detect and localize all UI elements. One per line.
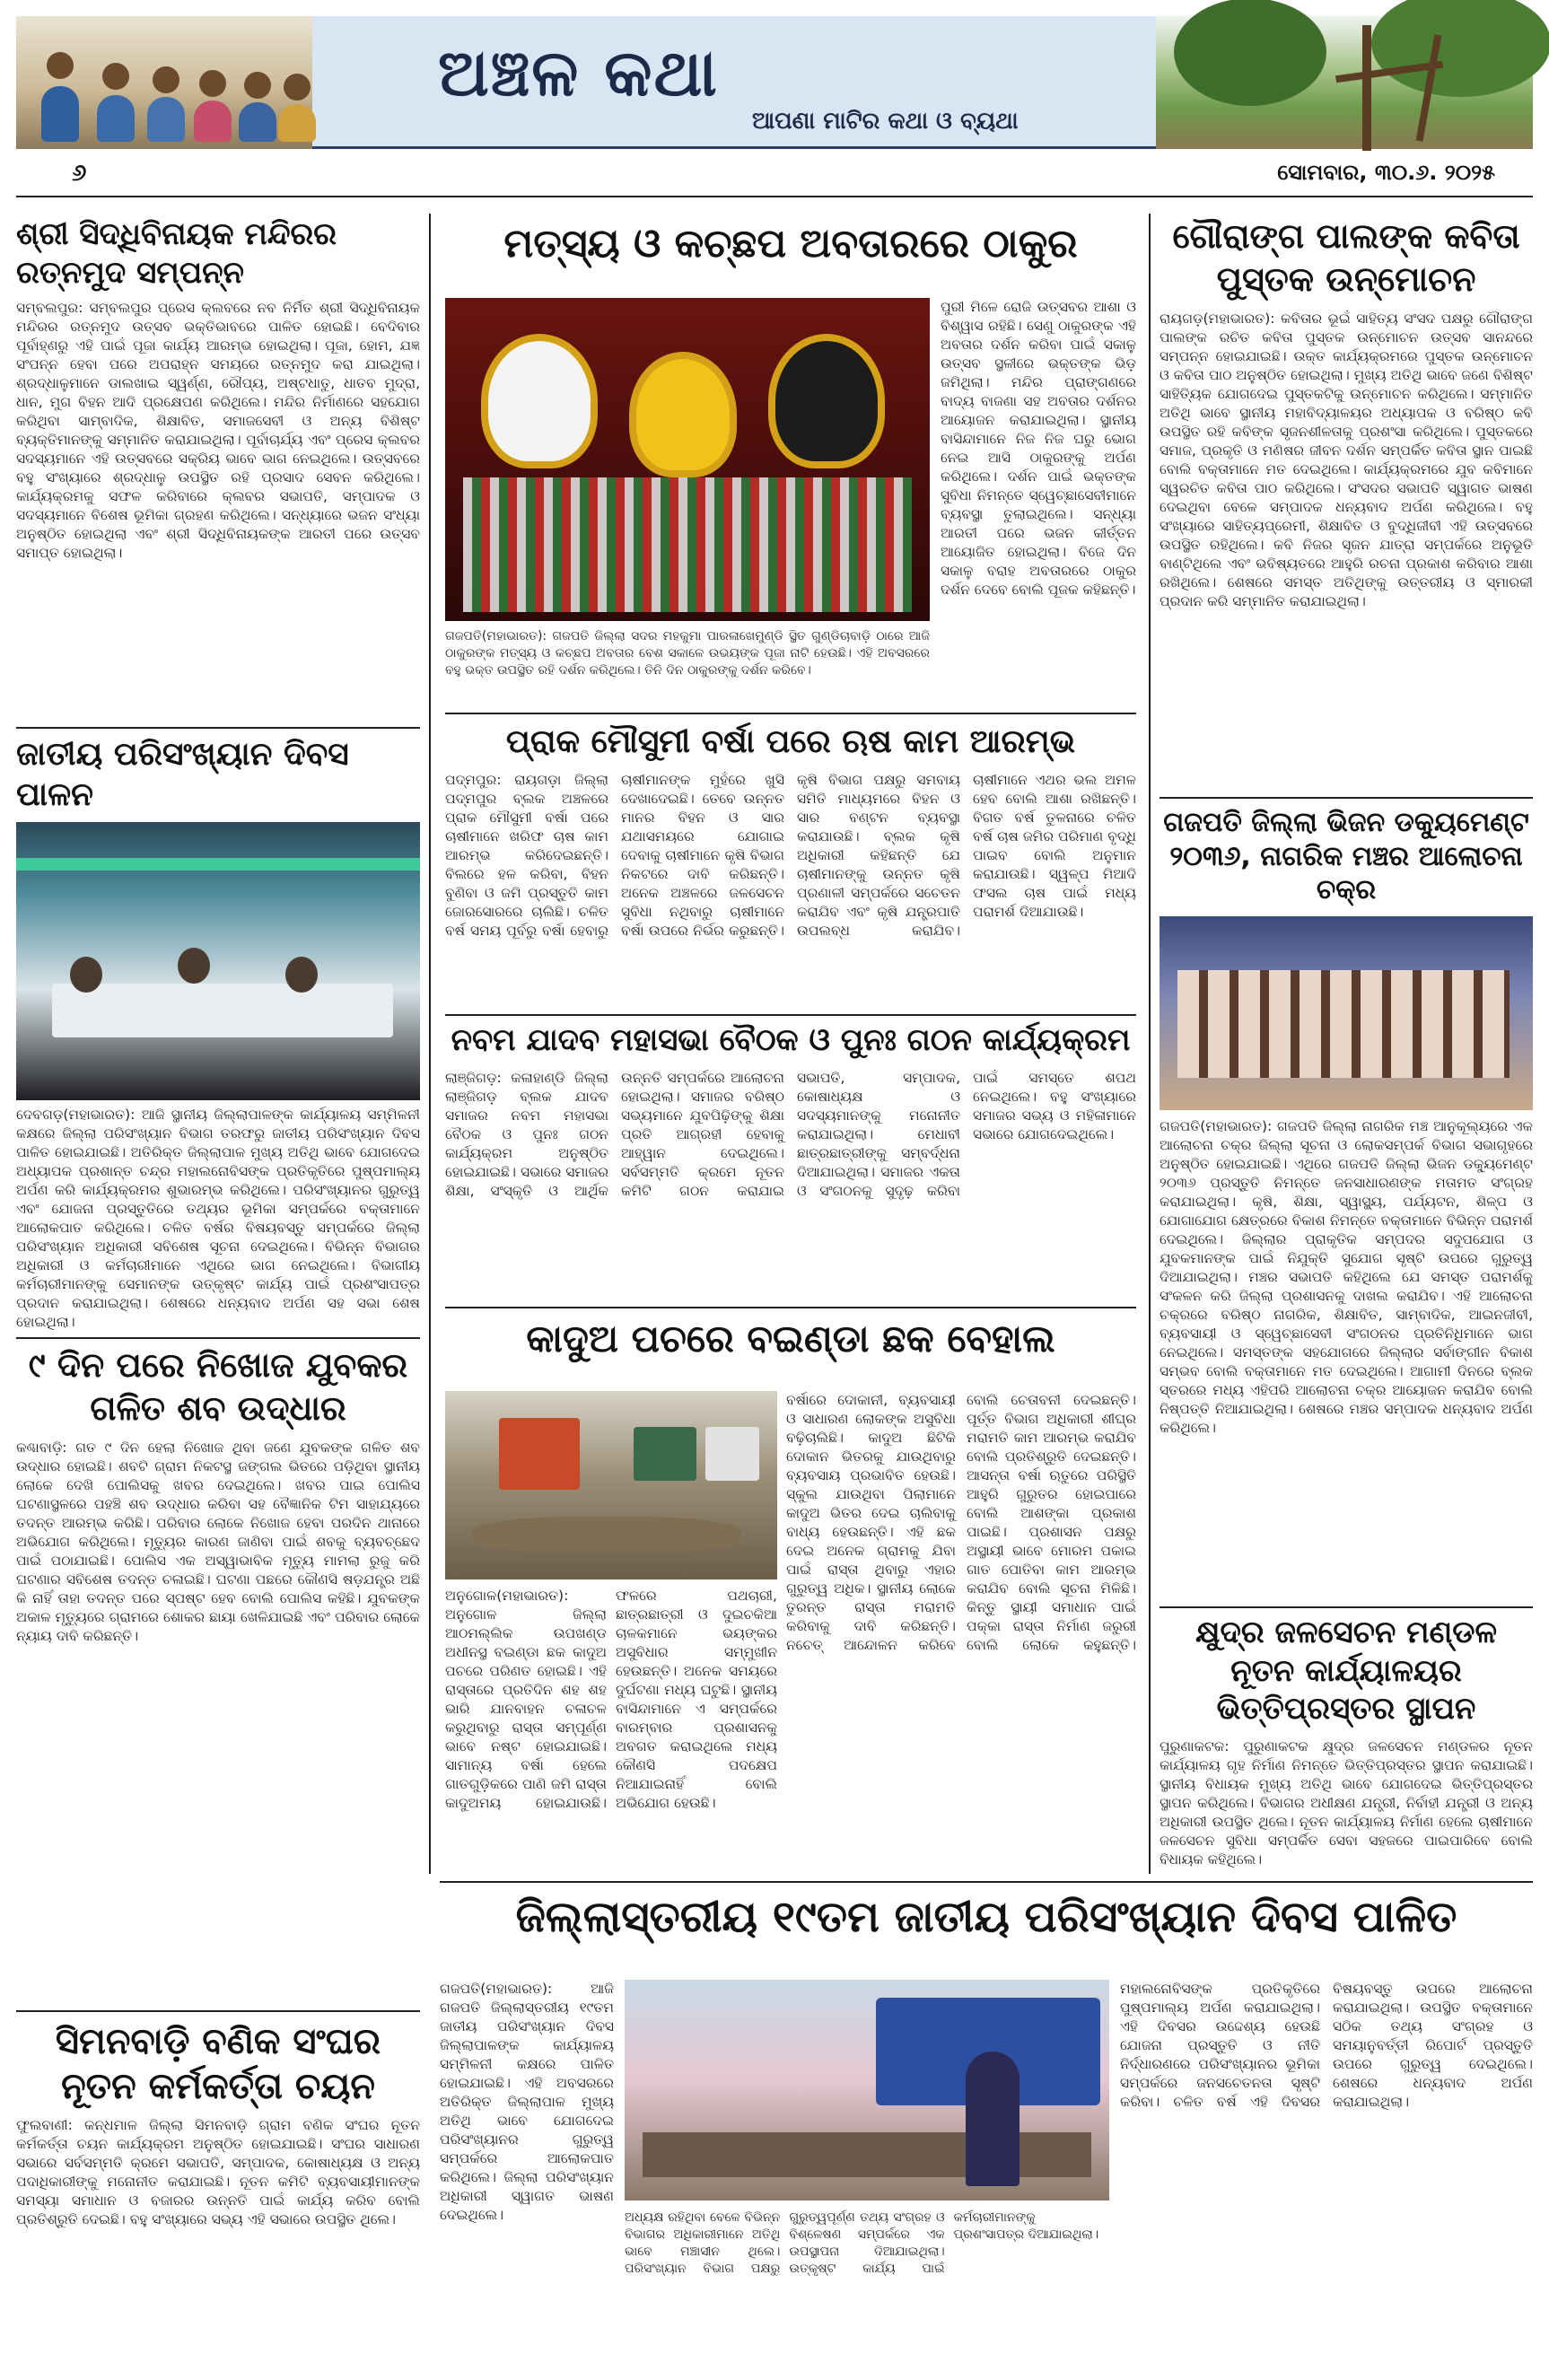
story-irrigation-office xyxy=(1160,1614,1533,1885)
photo-statistics-meeting xyxy=(16,822,420,1100)
photo-caption: ଅନୁଗୋଳ(ମହାଭାରତ): ଅନୁଗୋଳ ଜିଲ୍ଲା ଆଠମଲ୍ଲିକ ଉପଖଣ୍ଡ ଅଧୀନସ୍ଥ ବଇଣ୍ଡା ଛକ କାଦୁଅ ପଚରେ ପରିଣତ ହୋଇଛି। ଏହି ରାସ୍ତାରେ ପ୍ରତିଦିନ ଶହ ଶହ ଭାରି ଯାନବାହନ ଚଳାଚଳ କରୁଥିବାରୁ ରାସ୍ତା ସମ୍ପୂର୍ଣ୍ଣ ଭାବେ ନଷ୍ଟ ହୋଇଯାଇଛି। ସାମାନ୍ୟ ବର୍ଷା ହେଲେ ଗାତଗୁଡ଼ିକରେ ପାଣି ଜମି ରାସ୍ତା କାଦୁଅମୟ ହୋଇଯାଉଛି। ଫଳରେ ପଥଚାରୀ, ଛାତ୍ରଛାତ୍ରୀ ଓ ଦୁଇଚକିଆ ଚାଳକମାନେ ଭୟଙ୍କର ଅସୁବିଧାର ସମ୍ମୁଖୀନ ହେଉଛନ୍ତି। ଅନେକ ସମୟରେ ଦୁର୍ଘଟଣା ମଧ୍ୟ ଘଟୁଛି। ସ୍ଥାନୀୟ ବାସିନ୍ଦାମାନେ ଏ ସମ୍ପର୍କରେ ବାରମ୍ବାର ପ୍ରଶାସନକୁ ଅବଗତ କରାଇଥିଲେ ମଧ୍ୟ କୌଣସି ପଦକ୍ଷେପ ନିଆଯାଇନାହିଁ ବୋଲି ଅଭିଯୋଗ ହେଉଛି। xyxy=(445,1588,777,1811)
headline: କ୍ଷୁଦ୍ର ଜଳସେଚନ ମଣ୍ଡଳ ନୂତନ କାର୍ଯ୍ୟାଳୟର ଭିତ୍ତିପ୍ରସ୍ତର ସ୍ଥାପନ xyxy=(1195,1614,1498,1727)
masthead-title: ଅଞ୍ଚଳ କଥା xyxy=(438,34,719,110)
article-body: ଦେବଗଡ଼(ମହାଭାରତ): ଆଜି ସ୍ଥାନୀୟ ଜିଲ୍ଲାପାଳଙ୍କ କାର୍ଯ୍ୟାଳୟ ସମ୍ମିଳନୀ କକ୍ଷରେ ଜିଲ୍ଲା ପରିସଂଖ୍ୟାନ ବିଭାଗ ତରଫରୁ ଜାତୀୟ ପରିସଂଖ୍ୟାନ ଦିବସ ପାଳିତ ହୋଇଯାଇଛି। ଅତିରିକ୍ତ ଜିଲ୍ଲାପାଳ ମୁଖ୍ୟ ଅତିଥି ଭାବେ ଯୋଗଦେଇ ଅଧ୍ୟାପକ ପ୍ରଶାନ୍ତ ଚନ୍ଦ୍ର ମହାଲନୋବିସଙ୍କ ପ୍ରତିକୃତିରେ ପୁଷ୍ପମାଲ୍ୟ ଅର୍ପଣ କରି କାର୍ଯ୍ୟକ୍ରମର ଶୁଭାରମ୍ଭ କରିଥିଲେ। ପରିସଂଖ୍ୟାନର ଗୁରୁତ୍ୱ ଏବଂ ଯୋଜନା ପ୍ରସ୍ତୁତିରେ ତଥ୍ୟର ଭୂମିକା ସମ୍ପର୍କରେ ବକ୍ତାମାନେ ଆଲୋକପାତ କରିଥିଲେ। ଚଳିତ ବର୍ଷର ବିଷୟବସ୍ତୁ ସମ୍ପର୍କରେ ଜିଲ୍ଲା ପରିସଂଖ୍ୟାନ ଅଧିକାରୀ ସବିଶେଷ ସୂଚନା ଦେଇଥିଲେ। ବିଭିନ୍ନ ବିଭାଗର ଅଧିକାରୀ ଓ କର୍ମଚାରୀମାନେ ଏଥିରେ ଭାଗ ନେଇଥିଲେ। ବିଭାଗୀୟ କର୍ମଚାରୀମାନଙ୍କୁ ସେମାନଙ୍କ ଉତ୍କୃଷ୍ଟ କାର୍ଯ୍ୟ ପାଇଁ ପ୍ରଶଂସାପତ୍ର ପ୍ରଦାନ କରାଯାଇଥିଲା। ଶେଷରେ ଧନ୍ୟବାଦ ଅର୍ପଣ ସହ ସଭା ଶେଷ ହୋଇଥିଲା। xyxy=(16,1107,420,1330)
photo-muddy-road xyxy=(445,1391,777,1579)
story-statistics-day xyxy=(16,734,420,1361)
masthead-subtitle: ଆପଣା ମାଟିର କଥା ଓ ବ୍ୟଥା xyxy=(752,108,1019,135)
headline: ଜାତୀୟ ପରିସଂଖ୍ୟାନ ଦିବସ ପାଳନ xyxy=(16,736,349,813)
masthead xyxy=(16,16,1533,149)
header-rule xyxy=(16,196,1533,197)
article-body: ରାୟଗଡ଼(ମହାଭାରତ): କବିତାର ଭୂଇଁ ସାହିତ୍ୟ ସଂସଦ ପକ୍ଷରୁ ଗୌରାଙ୍ଗ ପାଲଙ୍କ ରଚିତ କବିତା ପୁସ୍ତକ ଉନ୍ମୋଚନ ଉତ୍ସବ ସାନନ୍ଦରେ ସମ୍ପନ୍ନ ହୋଇଯାଇଛି। ଉକ୍ତ କାର୍ଯ୍ୟକ୍ରମରେ ପୁସ୍ତକ ଉନ୍ମୋଚନ ଓ କବିତା ପାଠ ଅନୁଷ୍ଠିତ ହୋଇଥିଲା। ମୁଖ୍ୟ ଅତିଥି ଭାବେ ଜଣେ ବିଶିଷ୍ଟ ସାହିତ୍ୟିକ ଯୋଗଦେଇ ପୁସ୍ତକଟିକୁ ଉନ୍ମୋଚନ କରିଥିଲେ। ସମ୍ମାନିତ ଅତିଥି ଭାବେ ସ୍ଥାନୀୟ ମହାବିଦ୍ୟାଳୟର ଅଧ୍ୟାପକ ଓ ବରିଷ୍ଠ କବି ଉପସ୍ଥିତ ରହି କବିଙ୍କ ସୃଜନଶୀଳତାକୁ ପ୍ରଶଂସା କରିଥିଲେ। ପୁସ୍ତକରେ ସମାଜ, ପ୍ରକୃତି ଓ ମଣିଷର ଜୀବନ ଦର୍ଶନ ସମ୍ପର୍କିତ କବିତା ସ୍ଥାନ ପାଇଛି ବୋଲି ବକ୍ତାମାନେ ମତ ଦେଇଥିଲେ। କାର୍ଯ୍ୟକ୍ରମରେ ଯୁବ କବିମାନେ ସ୍ୱରଚିତ କବିତା ପାଠ କରିଥିଲେ। ସଂସଦର ସଭାପତି ସ୍ୱାଗତ ଭାଷଣ ଦେଇଥିବା ବେଳେ ସମ୍ପାଦକ ଧନ୍ୟବାଦ ଅର୍ପଣ କରିଥିଲେ। ବହୁ ସଂଖ୍ୟାରେ ସାହିତ୍ୟପ୍ରେମୀ, ଶିକ୍ଷାବିତ ଓ ବୁଦ୍ଧିଜୀବୀ ଏହି ଉତ୍ସବରେ ଉପସ୍ଥିତ ରହିଥିଲେ। କବି ନିଜର ସୃଜନ ଯାତ୍ରା ସମ୍ପର୍କରେ ଅନୁଭୂତି ବାଣ୍ଟିଥିଲେ ଏବଂ ଭବିଷ୍ୟତରେ ଆହୁରି ରଚନା ପ୍ରକାଶ କରିବାର ଆଶା ରଖିଥିଲେ। ଶେଷରେ ସମସ୍ତ ଅତିଥିଙ୍କୁ ଉତ୍ତରୀୟ ଓ ସ୍ମାରକୀ ପ୍ରଦାନ କରି ସମ୍ମାନିତ କରାଯାଇଥିଲା। xyxy=(1160,311,1533,609)
masthead-photo-children xyxy=(16,16,312,149)
article-side: ପୁରୀ ମିଳେ ରୋଜି ଉତ୍ସବର ଆଶା ଓ ବିଶ୍ୱାସ ରହିଛି। ସେଣୁ ଠାକୁରଙ୍କ ଏହି ଅବତାର ଦର୍ଶନ କରିବା ପାଇଁ ସକାଳୁ ଉତ୍ସବ ସ୍ଥଳୀରେ ଭକ୍ତଙ୍କ ଭିଡ଼ ଜମିଥିଲା। ମନ୍ଦିର ପ୍ରାଙ୍ଗଣରେ ବାଦ୍ୟ ବାଜଣା ସହ ଅବତାର ଦର୍ଶନର ଆୟୋଜନ କରାଯାଇଥିଲା। ସ୍ଥାନୀୟ ବାସିନ୍ଦାମାନେ ନିଜ ନିଜ ଘରୁ ଭୋଗ ନେଇ ଆସି ଠାକୁରଙ୍କୁ ଅର୍ପଣ କରିଥିଲେ। ଦର୍ଶନ ପାଇଁ ଭକ୍ତଙ୍କ ସୁବିଧା ନିମନ୍ତେ ସ୍ୱେଚ୍ଛାସେବୀମାନେ ବ୍ୟବସ୍ଥା ତୁଲାଇଥିଲେ। ସନ୍ଧ୍ୟା ଆରତୀ ପରେ ଭଜନ କୀର୍ତ୍ତନ ଆୟୋଜିତ ହୋଇଥିଲା। ବିଜେ ଦିନ ସକାଳୁ ବରାହ ଅବତାରରେ ଠାକୁର ଦର୍ଶନ ଦେବେ ବୋଲି ପୂଜକ କହିଛନ୍ତି। xyxy=(941,299,1136,598)
article-body: ସମ୍ବଲପୁର: ସମ୍ବଲପୁର ପ୍ରେସ କ୍ଲବରେ ନବ ନିର୍ମିତ ଶ୍ରୀ ସିଦ୍ଧିବିନାୟକ ମନ୍ଦିରର ରତ୍ନମୁଦ ଉତ୍ସବ ଭକ୍ତିଭାବରେ ପାଳିତ ହୋଇଛି। ବେଦିବାର ପୂର୍ବାହ୍ଣରୁ ଏହି ପାଇଁ ପୂଜା କାର୍ଯ୍ୟ ଆରମ୍ଭ ହୋଇଥିଲା। ପୂଜା, ହୋମ, ଯଜ୍ଞ ସଂପନ୍ନ ହେବା ପରେ ଅପରାହ୍ନ ସମୟରେ ରତ୍ନମୁଦ କରା ଯାଇଥିଲା। ଶ୍ରଦ୍ଧାଳୁମାନେ ଡାଲଖାଇ ସ୍ୱର୍ଣ୍ଣ, ରୌପ୍ୟ, ଅଷ୍ଟଧାତୁ, ଧାତବ ମୁଦ୍ରା, ଧାନ, ମୁଗ ବିହନ ଆଦି ପ୍ରକ୍ଷେପଣ କରିଥିଲେ। ମନ୍ଦିର ନିର୍ମାଣରେ ସହଯୋଗ କରିଥିବା ସାମ୍ବାଦିକ, ଶିକ୍ଷାବିତ, ସମାଜସେବୀ ଓ ଅନ୍ୟ ବିଶିଷ୍ଟ ବ୍ୟକ୍ତିମାନଙ୍କୁ ସମ୍ମାନିତ କରାଯାଇଥିଲା। ପୂର୍ବାଚାର୍ଯ୍ୟ ଏବଂ ପ୍ରେସ କ୍ଲବର ସଦସ୍ୟମାନେ ଏହି ଉତ୍ସବରେ ସକ୍ରିୟ ଭାବେ ଭାଗ ନେଇଥିଲେ। ଉତ୍ସବରେ ବହୁ ସଂଖ୍ୟାରେ ଶ୍ରଦ୍ଧାଳୁ ଉପସ୍ଥିତ ରହି ପ୍ରସାଦ ସେବନ କରିଥିଲେ। କାର୍ଯ୍ୟକ୍ରମକୁ ସଫଳ କରିବାରେ କ୍ଲବର ସଭାପତି, ସମ୍ପାଦକ ଓ ସଦସ୍ୟମାନେ ବିଶେଷ ଭୂମିକା ଗ୍ରହଣ କରିଥିଲେ। ସନ୍ଧ୍ୟାରେ ଭଜନ ସଂଧ୍ୟା ଅନୁଷ୍ଠିତ ହୋଇଥିଲା ଏବଂ ଶ୍ରୀ ସିଦ୍ଧିବିନାୟକଙ୍କ ଆରତୀ ପରେ ଉତ୍ସବ ସମାପ୍ତ ହୋଇଥିଲା। xyxy=(16,300,420,561)
story-premonsoon xyxy=(445,722,1136,1026)
article-body: ପଦ୍ମପୁର: ରାୟଗଡ଼ା ଜିଲ୍ଲା ପଦ୍ମପୁର ବ୍ଲକ ଅଞ୍ଚଳରେ ପ୍ରାକ ମୌସୁମୀ ବର୍ଷା ପରେ ଚାଷୀମାନେ ଖରିଫ ଚାଷ କାମ ଆରମ୍ଭ କରିଦେଇଛନ୍ତି। ବିଲରେ ହଳ କରିବା, ବିହନ ବୁଣିବା ଓ ଜମି ପ୍ରସ୍ତୁତି କାମ ଜୋରସୋରରେ ଚାଲିଛି। ଚଳିତ ବର୍ଷ ସମୟ ପୂର୍ବରୁ ବର୍ଷା ହେବାରୁ ଚାଷୀମାନଙ୍କ ମୁହଁରେ ଖୁସି ଦେଖାଦେଇଛି। ତେବେ ଉନ୍ନତ ମାନର ବିହନ ଓ ସାର ଯଥାସମୟରେ ଯୋଗାଇ ଦେବାକୁ ଚାଷୀମାନେ କୃଷି ବିଭାଗ ନିକଟରେ ଦାବି କରିଛନ୍ତି। ଅନେକ ଅଞ୍ଚଳରେ ଜଳସେଚନ ସୁବିଧା ନଥିବାରୁ ଚାଷୀମାନେ ବର୍ଷା ଉପରେ ନିର୍ଭର କରୁଛନ୍ତି। କୃଷି ବିଭାଗ ପକ୍ଷରୁ ସମବାୟ ସମିତି ମାଧ୍ୟମରେ ବିହନ ଓ ସାର ବଣ୍ଟନ ବ୍ୟବସ୍ଥା କରାଯାଉଛି। ବ୍ଲକ କୃଷି ଅଧିକାରୀ କହିଛନ୍ତି ଯେ ଚାଷୀମାନଙ୍କୁ ଉନ୍ନତ କୃଷି ପ୍ରଣାଳୀ ସମ୍ପର୍କରେ ସଚେତନ କରାଯିବ ଏବଂ କୃଷି ଯନ୍ତ୍ରପାତି ଉପଲବ୍ଧ କରାଯିବ। ଚାଷୀମାନେ ଏଥର ଭଲ ଅମଳ ହେବ ବୋଲି ଆଶା ରଖିଛନ୍ତି। ବିଗତ ବର୍ଷ ତୁଳନାରେ ଚଳିତ ବର୍ଷ ଚାଷ ଜମିର ପରିମାଣ ବୃଦ୍ଧି ପାଇବ ବୋଲି ଅନୁମାନ କରାଯାଉଛି। ସ୍ୱଳ୍ପ ମିଆଦି ଫସଲ ଚାଷ ପାଇଁ ମଧ୍ୟ ପରାମର୍ଶ ଦିଆଯାଉଛି। xyxy=(445,772,1136,939)
article-body: ଲାଞ୍ଜିଗଡ଼: କଳାହାଣ୍ଡି ଜିଲ୍ଲା ଲାଞ୍ଜିଗଡ଼ ବ୍ଲକ ଯାଦବ ସମାଜର ନବମ ମହାସଭା ବୈଠକ ଓ ପୁନଃ ଗଠନ କାର୍ଯ୍ୟକ୍ରମ ଅନୁଷ୍ଠିତ ହୋଇଯାଇଛି। ସଭାରେ ସମାଜର ଶିକ୍ଷା, ସଂସ୍କୃତି ଓ ଆର୍ଥିକ ଉନ୍ନତି ସମ୍ପର୍କରେ ଆଲୋଚନା ହୋଇଥିଲା। ସମାଜର ବରିଷ୍ଠ ସଭ୍ୟମାନେ ଯୁବପିଢ଼ିଙ୍କୁ ଶିକ୍ଷା ପ୍ରତି ଆଗ୍ରହୀ ହେବାକୁ ଆହ୍ୱାନ ଦେଇଥିଲେ। ସର୍ବସମ୍ମତି କ୍ରମେ ନୂତନ କମିଟି ଗଠନ କରାଯାଇ ସଭାପତି, ସମ୍ପାଦକ, କୋଷାଧ୍ୟକ୍ଷ ଓ ସଦସ୍ୟମାନଙ୍କୁ ମନୋନୀତ କରାଯାଇଥିଲା। ମେଧାବୀ ଛାତ୍ରଛାତ୍ରୀଙ୍କୁ ସମ୍ବର୍ଦ୍ଧନା ଦିଆଯାଇଥିଲା। ସମାଜର ଏକତା ଓ ସଂଗଠନକୁ ସୁଦୃଢ଼ କରିବା ପାଇଁ ସମସ୍ତେ ଶପଥ ନେଇଥିଲେ। ବହୁ ସଂଖ୍ୟାରେ ସମାଜର ସଭ୍ୟ ଓ ମହିଳାମାନେ ସଭାରେ ଯୋଗଦେଇଥିଲେ। xyxy=(445,1069,1136,1199)
article-side: ବର୍ଷାରେ ଦୋକାନୀ, ବ୍ୟବସାୟୀ ଓ ସାଧାରଣ ଲୋକଙ୍କ ଅସୁବିଧା ବଢ଼ିଚାଲିଛି। କାଦୁଅ ଛିଟିକି ଦୋକାନ ଭିତରକୁ ଯାଉଥିବାରୁ ବ୍ୟବସାୟ ପ୍ରଭାବିତ ହେଉଛି। ସ୍କୁଲ ଯାଉଥିବା ପିଲାମାନେ କାଦୁଅ ଭିତର ଦେଇ ଚାଲିବାକୁ ବାଧ୍ୟ ହେଉଛନ୍ତି। ଏହି ଛକ ଦେଇ ଅନେକ ଗ୍ରାମକୁ ଯିବା ପାଇଁ ରାସ୍ତା ଥିବାରୁ ଏହାର ଗୁରୁତ୍ୱ ଅଧିକ। ସ୍ଥାନୀୟ ଲୋକେ ତୁରନ୍ତ ରାସ୍ତା ମରାମତି କରିବାକୁ ଦାବି କରିଛନ୍ତି। ନଚେତ୍ ଆନ୍ଦୋଳନ କରିବେ ବୋଲି ଚେତାବନୀ ଦେଇଛନ୍ତି। ପୂର୍ତ୍ତ ବିଭାଗ ଅଧିକାରୀ ଶୀଘ୍ର ମରାମତି କାମ ଆରମ୍ଭ କରାଯିବ ବୋଲି ପ୍ରତିଶ୍ରୁତି ଦେଇଛନ୍ତି। ଆସନ୍ତା ବର୍ଷା ଋତୁରେ ପରିସ୍ଥିତି ଆହୁରି ଗୁରୁତର ହୋଇପାରେ ବୋଲି ଆଶଙ୍କା ପ୍ରକାଶ ପାଇଛି। ପ୍ରଶାସନ ପକ୍ଷରୁ ଅସ୍ଥାୟୀ ଭାବେ ମୋରମ ପକାଇ ଗାତ ପୋତିବା କାମ ଆରମ୍ଭ କରାଯିବ ବୋଲି ସୂଚନା ମିଳିଛି। କିନ୍ତୁ ସ୍ଥାୟୀ ସମାଧାନ ପାଇଁ ପକ୍କା ରାସ୍ତା ନିର୍ମାଣ ଜରୁରୀ ବୋଲି ଲୋକେ କହୁଛନ୍ତି। xyxy=(786,1392,1136,1653)
headline: ନବମ ଯାଦବ ମହାସଭା ବୈଠକ ଓ ପୁନଃ ଗଠନ କାର୍ଯ୍ୟକ୍ରମ xyxy=(451,1022,1131,1058)
story-yadav xyxy=(445,1021,1136,1304)
page-number: ୬ xyxy=(72,160,87,187)
story-simanabadi xyxy=(16,2019,420,2308)
column-rule-left xyxy=(429,214,431,1874)
headline: ଗଜପତି ଜିଲ୍ଲା ଭିଜନ ଡକ୍ୟୁମେଣ୍ଟ ୨୦୩୬, ନାଗରିକ ମଞ୍ଚର ଆଲୋଚନା ଚକ୍ର xyxy=(1163,807,1529,906)
headline: ସିମନବାଡ଼ି ବଣିକ ସଂଘର ନୂତନ କର୍ମକର୍ତ୍ତା ଚୟନ xyxy=(55,2021,381,2107)
headline: ଶ୍ରୀ ସିଦ୍ଧିବିନାୟକ ମନ୍ଦିରର ରତ୍ନମୁଦ ସମ୍ପନ୍ନ xyxy=(16,216,337,291)
article-body: ପୁରୁଣାକଟକ: ପୁରୁଣାକଟକ କ୍ଷୁଦ୍ର ଜଳସେଚନ ମଣ୍ଡଳର ନୂତନ କାର୍ଯ୍ୟାଳୟ ଗୃହ ନିର୍ମାଣ ନିମନ୍ତେ ଭିତ୍ତିପ୍ରସ୍ତର ସ୍ଥାପନ କରାଯାଇଛି। ସ୍ଥାନୀୟ ବିଧାୟକ ମୁଖ୍ୟ ଅତିଥି ଭାବେ ଯୋଗଦେଇ ଭିତ୍ତିପ୍ରସ୍ତର ସ୍ଥାପନ କରିଥିଲେ। ବିଭାଗର ଅଧୀକ୍ଷଣ ଯନ୍ତ୍ରୀ, ନିର୍ବାହୀ ଯନ୍ତ୍ରୀ ଓ ଅନ୍ୟ ଅଧିକାରୀ ଉପସ୍ଥିତ ଥିଲେ। ନୂତନ କାର୍ଯ୍ୟାଳୟ ନିର୍ମାଣ ହେଲେ ଚାଷୀମାନେ ଜଳସେଚନ ସୁବିଧା ସମ୍ପର୍କିତ ସେବା ସହଜରେ ପାଇପାରିବେ ବୋଲି ବିଧାୟକ କହିଥିଲେ। xyxy=(1160,1737,1533,1868)
headline: ଗୌରାଙ୍ଗ ପାଲଙ୍କ କବିତା ପୁସ୍ତକ ଉନ୍ମୋଚନ xyxy=(1172,216,1520,299)
article-body: ଫୁଲବାଣୀ: କନ୍ଧମାଳ ଜିଲ୍ଲା ସିମନବାଡ଼ି ଗ୍ରାମ ବଣିକ ସଂଘର ନୂତନ କର୍ମକର୍ତ୍ତା ଚୟନ କାର୍ଯ୍ୟକ୍ରମ ଅନୁଷ୍ଠିତ ହୋଇଯାଇଛି। ସଂଘର ସାଧାରଣ ସଭାରେ ସର୍ବସମ୍ମତି କ୍ରମେ ସଭାପତି, ସମ୍ପାଦକ, କୋଷାଧ୍ୟକ୍ଷ ଓ ଅନ୍ୟ ପଦାଧିକାରୀଙ୍କୁ ମନୋନୀତ କରାଯାଇଛି। ନୂତନ କମିଟି ବ୍ୟବସାୟୀମାନଙ୍କ ସମସ୍ୟା ସମାଧାନ ଓ ବଜାରର ଉନ୍ନତି ପାଇଁ କାର୍ଯ୍ୟ କରିବ ବୋଲି ପ୍ରତିଶ୍ରୁତି ଦେଇଛି। ବହୁ ସଂଖ୍ୟାରେ ସଭ୍ୟ ଏହି ସଭାରେ ଉପସ୍ଥିତ ଥିଲେ। xyxy=(16,2117,420,2227)
headline: ଜିଲ୍ଲାସ୍ତରୀୟ ୧୯ତମ ଜାତୀୟ ପରିସଂଖ୍ୟାନ ଦିବସ ପାଳିତ xyxy=(515,1892,1457,1942)
date: ସୋମବାର, ୩୦.୬. ୨୦୨୫ xyxy=(1277,160,1495,185)
photo-caption: ଅଧ୍ୟକ୍ଷ ରହିଥିବା ବେଳେ ବିଭିନ୍ନ ବିଭାଗର ଅଧିକାରୀମାନେ ଅତିଥି ଭାବେ ମଞ୍ଚାସୀନ ଥିଲେ। ପରିସଂଖ୍ୟାନ ବିଭାଗ ପକ୍ଷରୁ ଗୁରୁତ୍ୱପୂର୍ଣ୍ଣ ତଥ୍ୟ ସଂଗ୍ରହ ଓ ବିଶ୍ଳେଷଣ ସମ୍ପର୍କରେ ଏକ ଉପସ୍ଥାପନା ଦିଆଯାଇଥିଲା। ଉତ୍କୃଷ୍ଟ କାର୍ଯ୍ୟ ପାଇଁ କର୍ମଚାରୀମାନଙ୍କୁ ପ୍ରଶଂସାପତ୍ର ଦିଆଯାଇଥିଲା। xyxy=(625,2210,1099,2276)
column-rule-right xyxy=(1149,214,1151,1874)
photo-statistics-day-stage xyxy=(625,1980,1109,2201)
story-missing-youth xyxy=(16,1344,420,2004)
article-body-right: ମହାଲନୋବିସଙ୍କ ପ୍ରତିକୃତିରେ ପୁଷ୍ପମାଲ୍ୟ ଅର୍ପଣ କରାଯାଇଥିଲା। ଏହି ଦିବସର ଉଦ୍ଦେଶ୍ୟ ହେଉଛି ଯୋଜନା ପ୍ରସ୍ତୁତି ଓ ନୀତି ନିର୍ଦ୍ଧାରଣରେ ପରିସଂଖ୍ୟାନର ଭୂମିକା ସମ୍ପର୍କରେ ଜନସଚେତନତା ସୃଷ୍ଟି କରିବା। ଚଳିତ ବର୍ଷ ଏହି ଦିବସର ବିଷୟବସ୍ତୁ ଉପରେ ଆଲୋଚନା କରାଯାଇଥିଲା। ଉପସ୍ଥିତ ବକ୍ତାମାନେ ସଠିକ ତଥ୍ୟ ସଂଗ୍ରହ ଓ ସମୟାନୁବର୍ତ୍ତୀ ରିପୋର୍ଟ ପ୍ରସ୍ତୁତି ଉପରେ ଗୁରୁତ୍ୱ ଦେଇଥିଲେ। ଶେଷରେ ଧନ୍ୟବାଦ ଅର୍ପଣ କରାଯାଇଥିଲା। xyxy=(1120,1981,1533,2110)
masthead-photo-field xyxy=(1156,16,1533,149)
story-goranga-book xyxy=(1160,215,1533,773)
article-body: ଗଜପତି(ମହାଭାରତ): ଗଜପତି ଜିଲ୍ଲା ନାଗରିକ ମଞ୍ଚ ଆନୁକୂଲ୍ୟରେ ଏକ ଆଲୋଚନା ଚକ୍ର ଜିଲ୍ଲା ସୂଚନା ଓ ଲୋକସମ୍ପର୍କ ବିଭାଗ ସଭାଗୃହରେ ଅନୁଷ୍ଠିତ ହୋଇଯାଇଛି। ଏଥିରେ ଗଜପତି ଜିଲ୍ଲା ଭିଜନ ଡକ୍ୟୁମେଣ୍ଟ ୨୦୩୬ ପ୍ରସ୍ତୁତି ନିମନ୍ତେ ଜନସାଧାରଣଙ୍କ ମତାମତ ସଂଗ୍ରହ କରାଯାଇଥିଲା। କୃଷି, ଶିକ୍ଷା, ସ୍ୱାସ୍ଥ୍ୟ, ପର୍ଯ୍ୟଟନ, ଶିଳ୍ପ ଓ ଯୋଗାଯୋଗ କ୍ଷେତ୍ରରେ ବିକାଶ ନିମନ୍ତେ ବକ୍ତାମାନେ ବିଭିନ୍ନ ପରାମର୍ଶ ଦେଇଥିଲେ। ଜିଲ୍ଲାର ପ୍ରାକୃତିକ ସମ୍ପଦର ସଦୁପଯୋଗ ଓ ଯୁବକମାନଙ୍କ ପାଇଁ ନିଯୁକ୍ତି ସୁଯୋଗ ସୃଷ୍ଟି ଉପରେ ଗୁରୁତ୍ୱ ଦିଆଯାଇଥିଲା। ମଞ୍ଚର ସଭାପତି କହିଥିଲେ ଯେ ସମସ୍ତ ପରାମର୍ଶକୁ ସଂକଳନ କରି ଜିଲ୍ଲା ପ୍ରଶାସନକୁ ଦାଖଲ କରାଯିବ। ଏହି ଆଲୋଚନା ଚକ୍ରରେ ବରିଷ୍ଠ ନାଗରିକ, ଶିକ୍ଷାବିତ, ସାମ୍ବାଦିକ, ଆଇନଜୀବୀ, ବ୍ୟବସାୟୀ ଓ ସ୍ୱେଚ୍ଛାସେବୀ ସଂଗଠନର ପ୍ରତିନିଧିମାନେ ଭାଗ ନେଇଥିଲେ। ସମସ୍ତଙ୍କ ସହଯୋଗରେ ଜିଲ୍ଲାର ସର୍ବାଙ୍ଗୀନ ବିକାଶ ସମ୍ଭବ ବୋଲି ବକ୍ତାମାନେ ମତ ଦେଇଥିଲେ। ଆଗାମୀ ଦିନରେ ବ୍ଲକ ସ୍ତରରେ ମଧ୍ୟ ଏହିପରି ଆଲୋଚନା ଚକ୍ର ଆୟୋଜନ କରାଯିବ ବୋଲି ନିଷ୍ପତ୍ତି ନିଆଯାଇଥିଲା। ଶେଷରେ ମଞ୍ଚର ସମ୍ପାଦକ ଧନ୍ୟବାଦ ଅର୍ପଣ କରିଥିଲେ। xyxy=(1160,1117,1533,1436)
article-body-left: ଗଜପତି(ମହାଭାରତ): ଆଜି ଗଜପତି ଜିଲ୍ଲାସ୍ତରୀୟ ୧୯ତମ ଜାତୀୟ ପରିସଂଖ୍ୟାନ ଦିବସ ଜିଲ୍ଲାପାଳଙ୍କ କାର୍ଯ୍ୟାଳୟ ସମ୍ମିଳନୀ କକ୍ଷରେ ପାଳିତ ହୋଇଯାଇଛି। ଏହି ଅବସରରେ ଅତିରିକ୍ତ ଜିଲ୍ଲାପାଳ ମୁଖ୍ୟ ଅତିଥି ଭାବେ ଯୋଗଦେଇ ପରିସଂଖ୍ୟାନର ଗୁରୁତ୍ୱ ସମ୍ପର୍କରେ ଆଲୋକପାତ କରିଥିଲେ। ଜିଲ୍ଲା ପରିସଂଖ୍ୟାନ ଅଧିକାରୀ ସ୍ୱାଗତ ଭାଷଣ ଦେଇଥିଲେ। xyxy=(440,1981,614,2223)
photo-jagannath-deities xyxy=(445,298,930,621)
photo-civic-forum xyxy=(1160,916,1533,1110)
headline: ୯ ଦିନ ପରେ ନିଖୋଜ ଯୁବକର ଗଳିତ ଶବ ଉଦ୍ଧାର xyxy=(28,1345,408,1428)
story-vision-2036 xyxy=(1160,806,1533,1643)
headline: ପ୍ରାକ ମୌସୁମୀ ବର୍ଷା ପରେ ଋଷ କାମ ଆରମ୍ଭ xyxy=(505,723,1076,760)
story-district-statistics xyxy=(440,1890,1533,2276)
photo-caption: ଗଜପତି(ମହାଭାରତ): ଗଜପତି ଜିଲ୍ଲା ସଦର ମହକୁମା ପାରଳାଖେମୁଣ୍ଡି ସ୍ଥିତ ଗୁଣ୍ଡିଚାବାଡ଼ି ଠାରେ ଆଜି ଠାକୁରଙ୍କ ମତ୍ସ୍ୟ ଓ କଚ୍ଛପ ଅବତାର ବେଶ ସକାଳେ ଉଭୟଙ୍କ ପୂଜା ନାଟି ହେଉଛି। ଏହି ଅବସରରେ ବହୁ ଭକ୍ତ ଉପସ୍ଥିତ ରହି ଦର୍ଶନ କରିଥିଲେ। ତିନି ଦିନ ଠାକୁରଙ୍କୁ ଦର୍ଶନ କରିବେ। xyxy=(445,629,930,678)
story-kadua xyxy=(445,1316,1136,1811)
story-siddhivinayak xyxy=(16,215,420,710)
story-matsya-avatar xyxy=(445,219,1136,678)
article-body: କଣ୍ଢାବାଡ଼ି: ଗତ ୯ ଦିନ ହେଲା ନିଖୋଜ ଥିବା ଜଣେ ଯୁବକଙ୍କ ଗଳିତ ଶବ ଉଦ୍ଧାର ହୋଇଛି। ଶବଟି ଗ୍ରାମ ନିକଟସ୍ଥ ଜଙ୍ଗଲ ଭିତରେ ପଡ଼ିଥିବା ସ୍ଥାନୀୟ ଲୋକେ ଦେଖି ପୋଲିସକୁ ଖବର ଦେଇଥିଲେ। ଖବର ପାଇ ପୋଲିସ ଘଟଣାସ୍ଥଳରେ ପହଞ୍ଚି ଶବ ଉଦ୍ଧାର କରିବା ସହ ବୈଜ୍ଞାନିକ ଟିମ ସାହାଯ୍ୟରେ ତଦନ୍ତ ଆରମ୍ଭ କରିଛି। ପରିବାର ଲୋକେ ନିଖୋଜ ହେବା ପରଦିନ ଥାନାରେ ଅଭିଯୋଗ କରିଥିଲେ। ମୃତ୍ୟୁର କାରଣ ଜାଣିବା ପାଇଁ ଶବକୁ ବ୍ୟବଚ୍ଛେଦ ପାଇଁ ପଠାଯାଇଛି। ପୋଲିସ ଏକ ଅସ୍ୱାଭାବିକ ମୃତ୍ୟୁ ମାମଲା ରୁଜୁ କରି ଘଟଣାର ସବିଶେଷ ତଦନ୍ତ ଚଳାଇଛି। ଘଟଣା ପଛରେ କୌଣସି ଷଡ଼ଯନ୍ତ୍ର ଅଛି କି ନାହିଁ ତାହା ତଦନ୍ତ ପରେ ସ୍ପଷ୍ଟ ହେବ ବୋଲି ପୋଲିସ କହିଛି। ଯୁବକଙ୍କ ଅକାଳ ମୃତ୍ୟୁରେ ଗ୍ରାମରେ ଶୋକର ଛାୟା ଖେଳିଯାଇଛି ଏବଂ ପରିବାର ଲୋକେ ନ୍ୟାୟ ଦାବି କରିଛନ୍ତି। xyxy=(16,1439,420,1644)
headline: ମତ୍ସ୍ୟ ଓ କଚ୍ଛପ ଅବତାରରେ ଠାକୁର xyxy=(503,221,1078,267)
headline: କାଦୁଅ ପଚରେ ବଇଣ୍ଡା ଛକ ବେହାଲ xyxy=(526,1317,1055,1361)
